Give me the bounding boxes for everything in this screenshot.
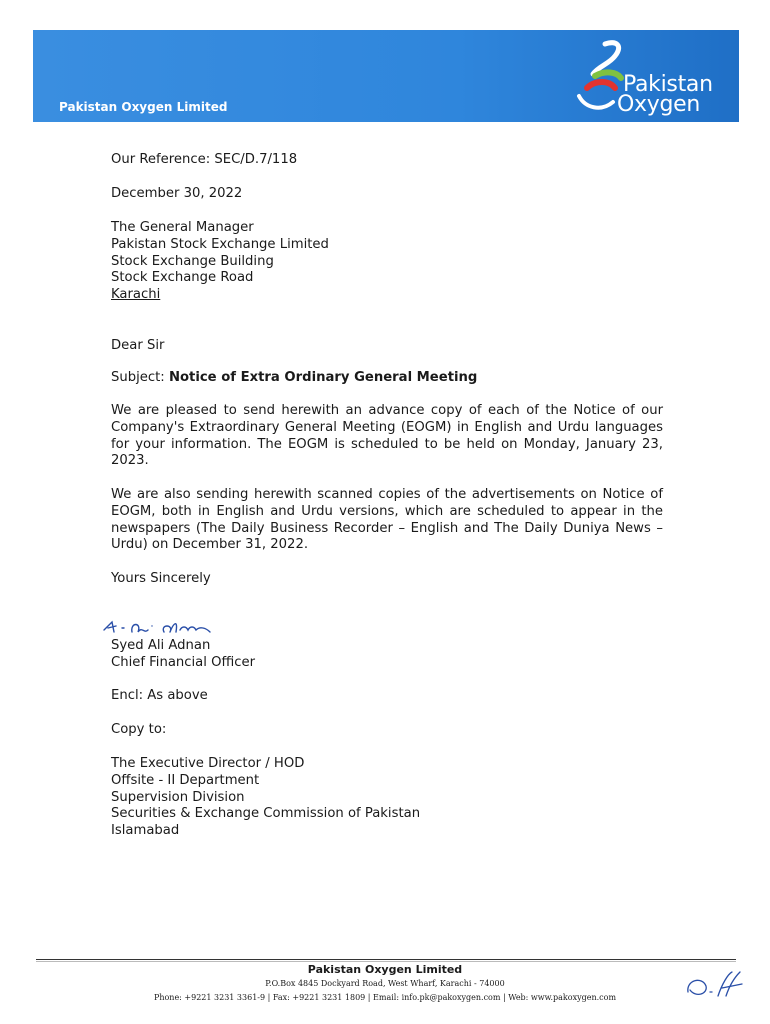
- initials-icon: [682, 966, 752, 1004]
- letter-date: December 30, 2022: [111, 186, 243, 201]
- enclosure-block: [111, 688, 671, 705]
- footer-divider: [36, 959, 736, 960]
- recipient-city: Karachi: [111, 287, 161, 303]
- copy-to-line: Islamabad: [111, 823, 180, 839]
- salutation-block: [111, 338, 671, 355]
- logo-text-pakistan: Pakistan: [623, 72, 713, 97]
- recipient-line: Stock Exchange Road: [111, 270, 254, 286]
- recipient-line: Pakistan Stock Exchange Limited: [111, 236, 329, 252]
- closing: Yours Sincerely: [111, 571, 211, 586]
- logo-text-oxygen: Oxygen: [617, 92, 700, 117]
- enclosure: Encl: As above: [111, 688, 208, 703]
- subject-text: Notice of Extra Ordinary General Meeting: [168, 370, 478, 385]
- banner-company-name: Pakistan Oxygen Limited: [59, 100, 228, 114]
- reference-line: [111, 152, 671, 169]
- paragraph-2: We are also sending herewith scanned copies of the advertisements on Notice of EOGM, both in English and Urdu versions, which are scheduled to appear in the newspapers (The Daily Business Recorder – English and The Daily Duniya News – Urdu) on December 31, 2022.: [111, 487, 663, 553]
- signatory-title: Chief Financial Officer: [111, 654, 256, 670]
- copy-to-line: Supervision Division: [111, 789, 245, 805]
- paragraph-1: We are pleased to send herewith an advance copy of each of the Notice of our Company's Extraordinary General Meeting (EOGM) in English and Urdu languages for your information. The EOGM is scheduled to be held on Monday, January 23, 2023.: [111, 403, 663, 469]
- subject-block: [111, 370, 671, 387]
- footer-divider-secondary: [36, 961, 736, 962]
- recipient-address: [111, 220, 671, 304]
- subject-label: Subject:: [111, 370, 169, 385]
- recipient-line: The General Manager: [111, 220, 254, 235]
- date-block: [111, 186, 671, 203]
- footer-address: P.O.Box 4845 Dockyard Road, West Wharf, Karachi - 74000: [265, 979, 505, 988]
- letterhead-banner: [33, 30, 739, 122]
- copy-to-line: Securities & Exchange Commission of Pakistan: [111, 806, 421, 822]
- footer-contact: Phone: +9221 3231 3361-9 | Fax: +9221 3231 1809 | Email: info.pk@pakoxygen.com | Web: www.pakoxygen.com: [153, 993, 617, 1002]
- closing-block: [111, 571, 671, 588]
- copy-to-line: Offsite - II Department: [111, 772, 260, 788]
- salutation: Dear Sir: [111, 338, 165, 353]
- signatory-block: [111, 638, 671, 672]
- copy-to-line: The Executive Director / HOD: [111, 756, 305, 771]
- copy-to-address: [111, 756, 671, 840]
- copy-to-label-block: [111, 722, 671, 739]
- company-logo: [565, 36, 735, 118]
- copy-to-label: Copy to:: [111, 722, 167, 737]
- footer-company-name: Pakistan Oxygen Limited: [307, 963, 463, 976]
- recipient-line: Stock Exchange Building: [111, 253, 274, 269]
- signatory-name: Syed Ali Adnan: [111, 638, 211, 653]
- reference: Our Reference: SEC/D.7/118: [111, 152, 298, 167]
